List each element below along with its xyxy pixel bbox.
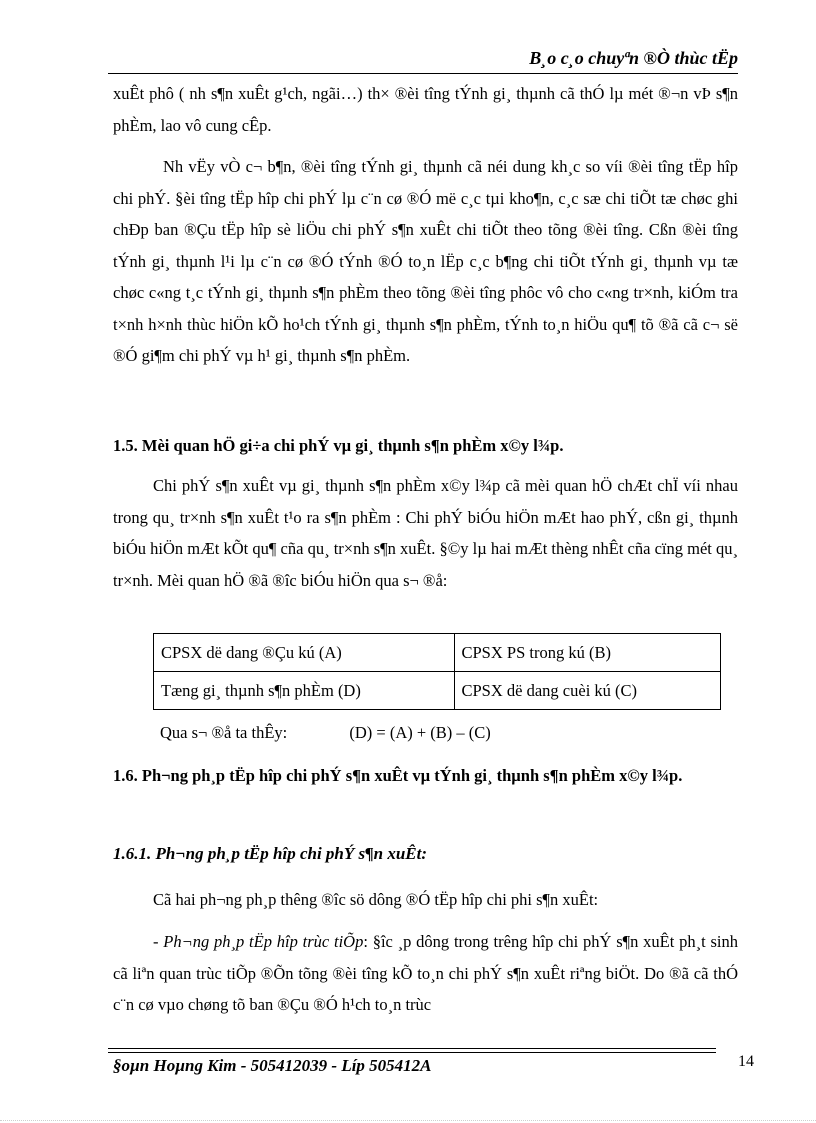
- header-rule: [108, 73, 738, 74]
- paragraph-direct-method: - Ph¬ng ph¸p tËp hîp trùc tiÕp: §îc ¸p dông trong trêng hîp chi phÝ s¶n xuÊt ph¸t sinh cã liªn quan trùc tiÕp ®Õn tõng ®èi tîng kÕ to¸n chi phÝ s¶n xuÊt riªng biÖt. Do ®ã cã thÓ c¨n cø vµo chøng tõ ban ®Çu ®Ó h¹ch to¸n trùc: [113, 932, 738, 1014]
- formula-line: [160, 723, 491, 743]
- running-header-title: B¸o c¸o chuyªn ®Ò thùc tËp: [529, 48, 738, 68]
- page-number: 14: [738, 1053, 754, 1070]
- table-row: [154, 634, 721, 672]
- paragraph-object-comparison: Nh vËy vÒ c¬ b¶n, ®èi tîng tÝnh gi¸ thµnh cã néi dung kh¸c so víi ®èi tîng tËp hîp chi phÝ. §èi tîng tËp hîp chi phÝ lµ c¨n cø ®Ó më c¸c tµi kho¶n, c¸c sæ chi tiÕt tæ chøc ghi chÐp ban ®Çu tËp hîp sè liÖu chi phÝ s¶n xuÊt chi tiÕt theo tõng ®èi tîng. Cßn ®èi tîng tÝnh gi¸ thµnh l¹i lµ c¨n cø ®Ó tÝnh ®Ó to¸n lËp c¸c b¶ng chi tiÕt tÝnh gi¸ thµnh vµ tæ chøc c«ng t¸c tÝnh gi¸ thµnh s¶n phÈm theo tõng ®èi tîng phôc vô cho c«ng tr×nh, kiÓm tra t×nh h×nh thùc hiÖn kÕ ho¹ch tÝnh gi¸ thµnh s¶n phÈm, tÝnh to¸n hiÖu qu¶ tõ ®ã cã c¬ së ®Ó gi¶m chi phÝ vµ h¹ gi¸ thµnh s¶n phÈm.: [113, 157, 738, 365]
- formula-lead: Qua s¬ ®å ta thÊy:: [160, 723, 288, 742]
- paragraph-methods-intro: Cã hai ph¬ng ph¸p thêng ®îc sö dông ®Ó tËp hîp chi phi s¶n xuÊt:: [153, 890, 599, 909]
- cost-relationship-table: [153, 633, 721, 710]
- paragraph-continuation: xuÊt phô ( nh s¶n xuÊt g¹ch, ngãi…) th× ®èi tîng tÝnh gi¸ thµnh cã thÓ lµ mét ®¬n vÞ s¶n phÈm, lao vô cung cÊp.: [113, 84, 738, 135]
- table-cell: Tæng gi¸ thµnh s¶n phÈm (D): [154, 672, 455, 710]
- formula-equation: (D) = (A) + (B) – (C): [349, 723, 491, 742]
- section-heading-1-5: 1.5. Mèi quan hÖ gi÷a chi phÝ vµ gi¸ thµnh s¶n phÈm x©y l¾p.: [113, 436, 564, 455]
- footer-rule: [108, 1048, 716, 1049]
- page-edge-divider: [0, 1120, 816, 1121]
- paragraph-relationship: Chi phÝ s¶n xuÊt vµ gi¸ thµnh s¶n phÈm x©y l¾p cã mèi quan hÖ chÆt chÏ víi nhau trong qu¸ tr×nh s¶n xuÊt t¹o ra s¶n phÈm : Chi phÝ biÓu hiÖn mÆt hao phÝ, cßn gi¸ thµnh biÓu hiÖn mÆt kÕt qu¶ cña qu¸ tr×nh s¶n xuÊt. §©y lµ hai mÆt thèng nhÊt cña cïng mét qu¸ tr×nh. Mèi quan hÖ ®ã ®îc biÓu hiÖn qua s¬ ®å:: [113, 476, 738, 590]
- footer-author: §oµn Hoµng Kim - 505412039 - Líp 505412A: [113, 1056, 432, 1075]
- table-cell: CPSX PS trong kú (B): [454, 634, 721, 672]
- table-cell: CPSX dë dang ®Çu kú (A): [154, 634, 455, 672]
- method-name: Ph¬ng ph¸p tËp hîp trùc tiÕp: [163, 932, 364, 951]
- method-description: : §îc ¸p dông trong trêng hîp chi phÝ s¶n xuÊt ph¸t sinh cã liªn quan trùc tiÕp ®Õn tõng ®èi tîng kÕ to¸n chi phÝ s¶n xuÊt riªng biÖt. Do ®ã cã thÓ c¨n cø vµo chøng tõ ban ®Çu ®Ó h¹ch to¸n trùc: [113, 932, 738, 1014]
- table-row: [154, 672, 721, 710]
- footer-rule: [108, 1052, 716, 1053]
- section-heading-1-6: 1.6. Ph¬ng ph¸p tËp hîp chi phÝ s¶n xuÊt vµ tÝnh gi¸ thµnh s¶n phÈm x©y l¾p.: [113, 766, 683, 785]
- table-cell: CPSX dë dang cuèi kú (C): [454, 672, 721, 710]
- section-heading-1-6-1: 1.6.1. Ph¬ng ph¸p tËp hîp chi phÝ s¶n xuÊt:: [113, 844, 428, 863]
